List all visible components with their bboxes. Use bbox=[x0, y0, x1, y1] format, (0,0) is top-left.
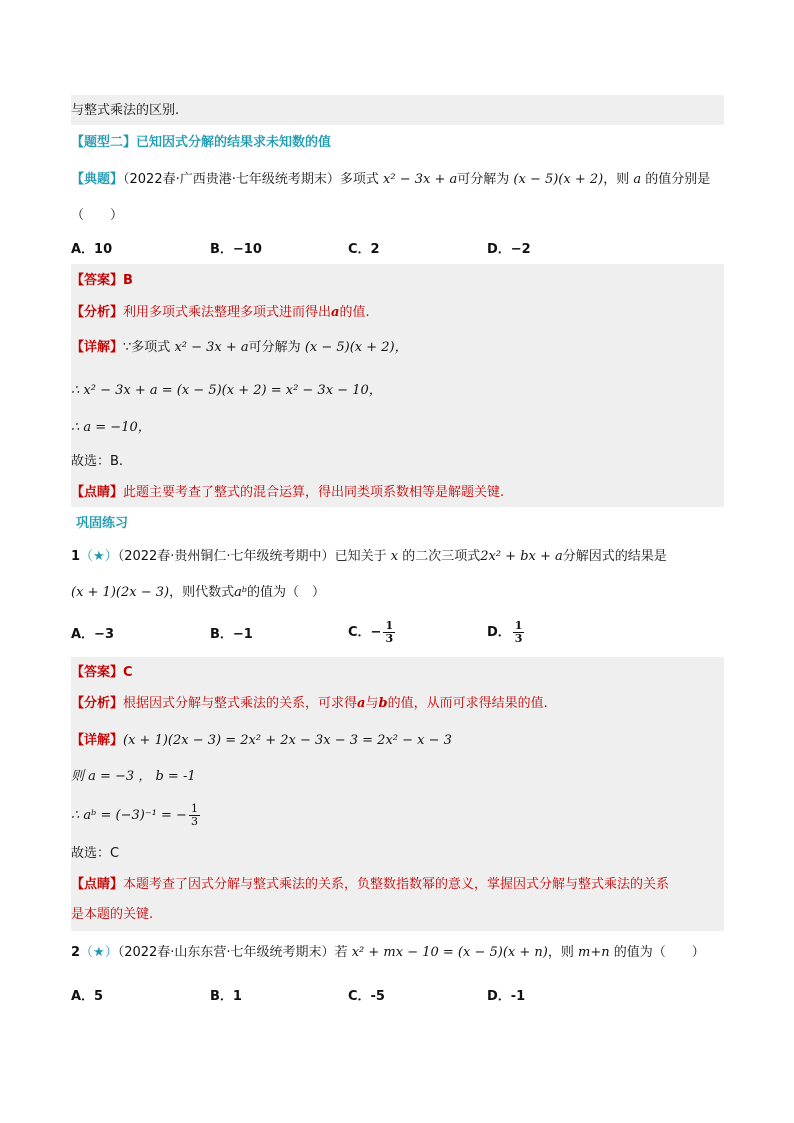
q1-line2: (x + 1)(2x − 3)，则代数式aᵇ的值为（ ） bbox=[71, 585, 326, 600]
example-analysis: 【分析】利用多项式乘法整理多项式进而得出a的值. bbox=[71, 305, 370, 320]
q1-option-b: B．−1 bbox=[210, 627, 253, 642]
q1-line1: 1（★）（2022春·贵州铜仁·七年级统考期中）已知关于 x 的二次三项式2x² + bx + a分解因式的结果是 bbox=[71, 549, 667, 564]
star-icon: （★） bbox=[80, 549, 118, 564]
example-option-b: B．−10 bbox=[210, 242, 262, 257]
star-icon: （★） bbox=[80, 945, 118, 960]
example-option-a: A．10 bbox=[71, 242, 113, 257]
practice-heading: 巩固练习 bbox=[76, 516, 129, 531]
example-comment: 【点睛】此题主要考查了整式的混合运算，得出同类项系数相等是解题关键. bbox=[71, 485, 505, 500]
q2-option-b: B．1 bbox=[210, 989, 242, 1004]
example-option-d: D．−2 bbox=[487, 242, 531, 257]
q1-option-c-fraction: $\frac{1}{3}$ bbox=[385, 619, 394, 645]
q2-option-a: A．5 bbox=[71, 989, 104, 1004]
q1-detail-line1: 【详解】(x + 1)(2x − 3) = 2x² + 2x − 3x − 3 = 2x² − x − 3 bbox=[71, 733, 452, 748]
q1-option-d: D． $\frac{1}{3}$ bbox=[487, 619, 523, 645]
q1-option-c: C．− $\frac{1}{3}$ bbox=[348, 619, 394, 645]
q1-option-a: A．−3 bbox=[71, 627, 114, 642]
q1-detail-line3: ∴ aᵇ = (−3)⁻¹ = − $\frac{1}{3}$ bbox=[71, 802, 198, 828]
example-paren: （ ） bbox=[71, 208, 124, 223]
example-detail-line1: 【详解】∵多项式 x² − 3x + a可分解为 (x − 5)(x + 2)， bbox=[71, 340, 408, 355]
q2-option-c: C．-5 bbox=[348, 989, 385, 1004]
example-detail-line3: ∴ a = −10， bbox=[71, 420, 151, 435]
example-choice: 故选：B. bbox=[71, 454, 124, 469]
example-detail-line2: ∴ x² − 3x + a = (x − 5)(x + 2) = x² − 3x − 10， bbox=[71, 383, 382, 398]
example-poly: x² − 3x + a bbox=[383, 172, 458, 187]
example-option-c: C．2 bbox=[348, 242, 380, 257]
q2-option-d: D．-1 bbox=[487, 989, 526, 1004]
q2-line1: 2（★）（2022春·山东东营·七年级统考期末）若 x² + mx − 10 = (x − 5)(x + n)，则 m+n 的值为（ ） bbox=[71, 945, 705, 960]
q1-comment-line2: 是本题的关键. bbox=[71, 907, 154, 922]
q1-option-d-fraction: $\frac{1}{3}$ bbox=[514, 619, 523, 645]
q1-answer: 【答案】C bbox=[71, 665, 133, 680]
example-tag: 【典题】 bbox=[71, 172, 124, 187]
example-answer: 【答案】B bbox=[71, 273, 133, 288]
q1-detail-line2: 则 a = −3 ， b = -1 bbox=[71, 769, 196, 784]
q1-comment-line1: 【点睛】本题考查了因式分解与整式乘法的关系，负整数指数幂的意义，掌握因式分解与整式乘法的关系 bbox=[71, 877, 670, 892]
example-source: （2022春·广西贵港·七年级统考期末） bbox=[123, 172, 340, 187]
q1-choice: 故选：C bbox=[71, 846, 120, 861]
example-question: 【典题】（2022春·广西贵港·七年级统考期末）多项式 x² − 3x + a可分解为 (x − 5)(x + 2)，则 a 的值分别是 bbox=[71, 172, 711, 187]
intro-tail: 与整式乘法的区别. bbox=[71, 103, 180, 118]
q1-analysis: 【分析】根据因式分解与整式乘法的关系，可求得a与b的值，从而可求得结果的值. bbox=[71, 696, 548, 711]
q1-detail-fraction: $\frac{1}{3}$ bbox=[190, 802, 198, 828]
type2-heading: 【题型二】已知因式分解的结果求未知数的值 bbox=[71, 135, 332, 150]
example-factored: (x − 5)(x + 2) bbox=[513, 172, 604, 187]
